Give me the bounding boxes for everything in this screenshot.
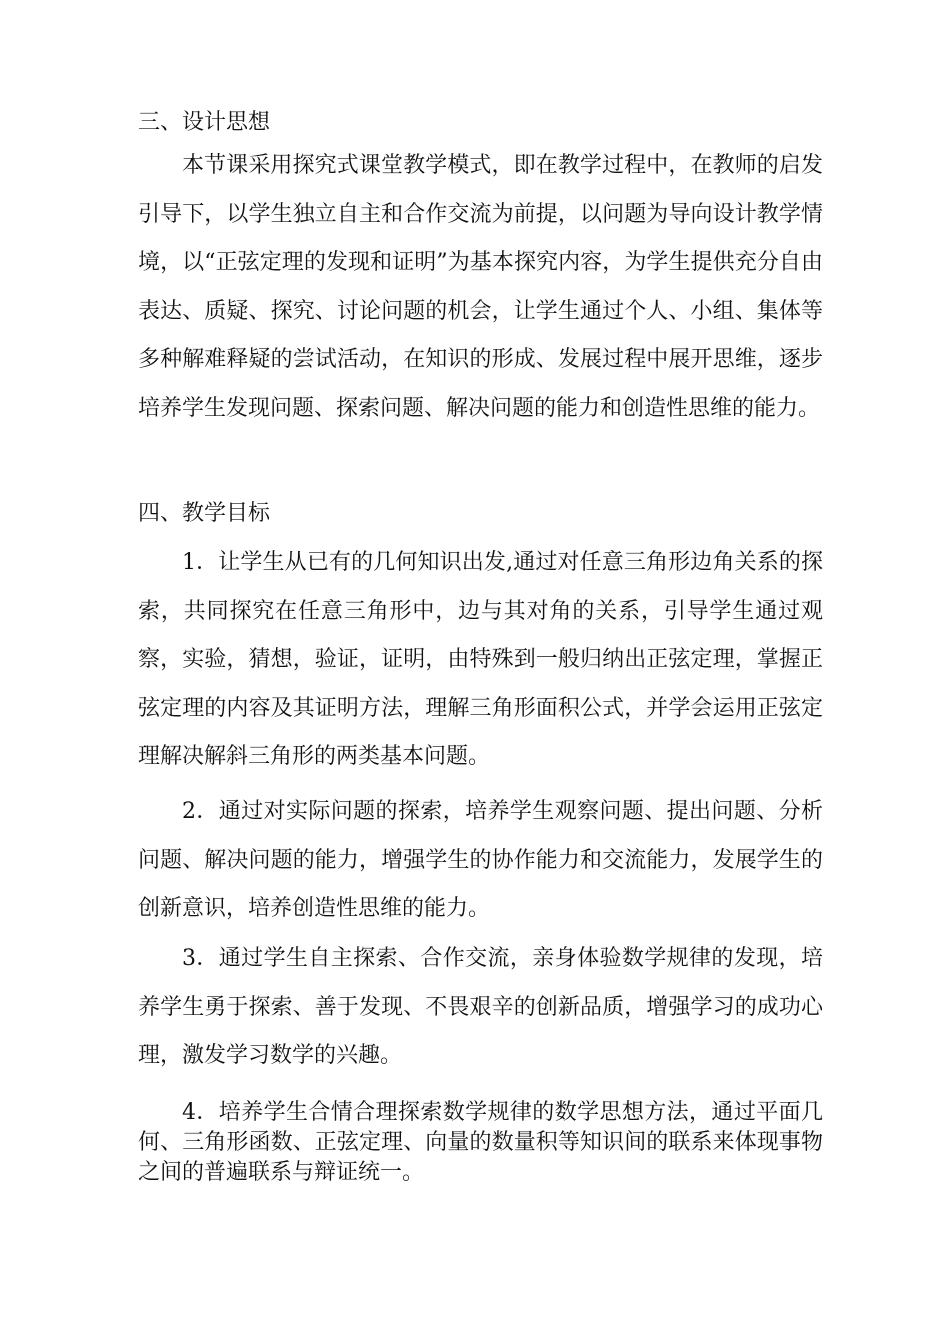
section-3-paragraph: 本节课采用探究式课堂教学模式，即在教学过程中，在教师的启发引导下，以学生独立自主和合作交流为前提，以问题为导向设计教学情境，以“正弦定理的发现和证明”为基本探究内容，为学生提供充分自由表达、质疑、探究、讨论问题的机会，让学生通过个人、小组、集体等多种解难释疑的尝试活动，在知识的形成、发展过程中展开思维，逐步培养学生发现问题、探索问题、解决问题的能力和创造性思维的能力。 <box>138 153 823 421</box>
objective-2: 2．通过对实际问题的探索，培养学生观察问题、提出问题、分析问题、解决问题的能力，增强学生的协作能力和交流能力，发展学生的创新意识，培养创造性思维的能力。 <box>138 799 823 921</box>
objective-1: 1．让学生从已有的几何知识出发,通过对任意三角形边角关系的探索，共同探究在任意三角形中，边与其对角的关系，引导学生通过观察，实验，猜想，验证，证明，由特殊到一般归纳出正弦定理，掌握正弦定理的内容及其证明方法，理解三角形面积公式，并学会运用正弦定理解决解斜三角形的两类基本问题。 <box>138 550 823 769</box>
objective-3: 3．通过学生自主探索、合作交流，亲身体验数学规律的发现，培养学生勇于探索、善于发现、不畏艰辛的创新品质，增强学习的成功心理，激发学习数学的兴趣。 <box>138 946 823 1068</box>
section-4-heading: 四、教学目标 <box>138 501 271 526</box>
objective-4: 4．培养学生合情合理探索数学规律的数学思想方法，通过平面几何、三角形函数、正弦定理、向量的数量积等知识间的联系来体现事物之间的普遍联系与辩证统一。 <box>138 1100 823 1185</box>
section-3-heading: 三、设计思想 <box>138 110 271 135</box>
